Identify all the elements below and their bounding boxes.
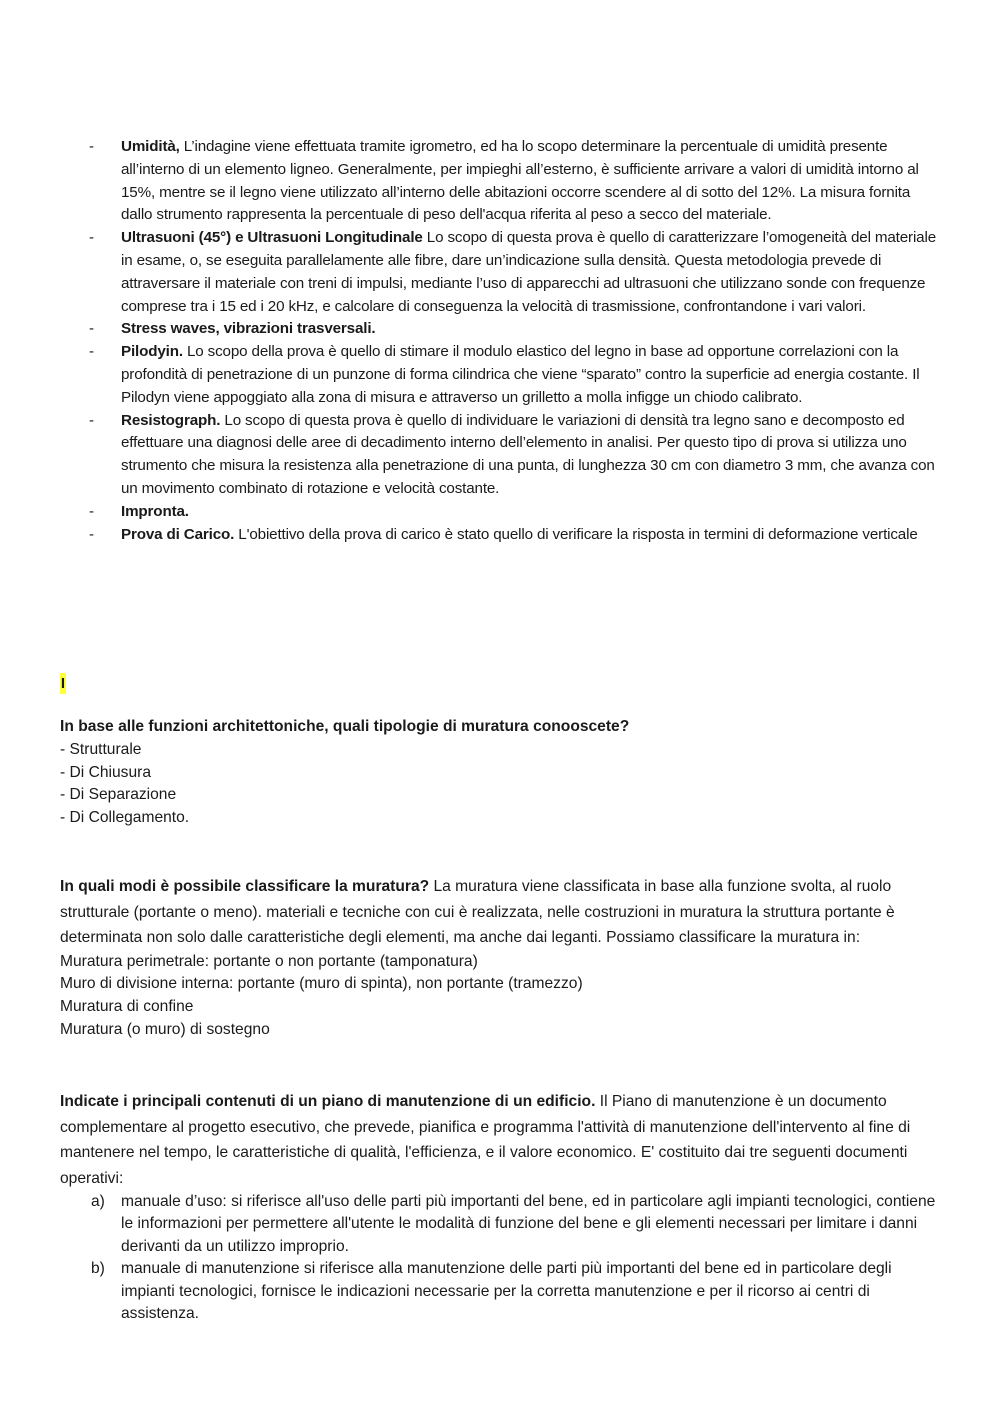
item-text: manuale d’uso: si riferisce all'uso delle parti più importanti del bene, ed in particolare agli impianti tecnologici, contiene le informazioni per permettere all'utente le modalità di funzione del bene e gli elementi necessari per limitare i danni derivanti da un utilizzo improprio.	[121, 1193, 936, 1255]
dash-marker: -	[89, 229, 94, 247]
question-heading: In base alle funzioni architettoniche, quali tipologie di muratura conooscete?	[60, 718, 630, 735]
list-item: - Di Separazione	[60, 786, 177, 804]
section-masonry-types	[60, 716, 945, 830]
dash-marker: -	[89, 343, 94, 361]
item-text: L'obiettivo della prova di carico è stato quello di verificare la risposta in termini di deformazione verticale	[234, 525, 918, 543]
list-item	[60, 1258, 945, 1325]
section-maintenance-plan	[60, 1089, 945, 1325]
list-item: Muratura di confine	[60, 998, 194, 1016]
list-item: Muratura (o muro) di sostegno	[60, 1020, 270, 1038]
list-item: - Di Chiusura	[60, 763, 151, 781]
item-title: Prova di Carico.	[121, 525, 235, 543]
list-item	[60, 501, 940, 524]
item-text: L’indagine viene effettuata tramite igrometro, ed ha lo scopo determinare la percentuale di umidità presente all’interno di un elemento ligneo. Generalmente, per impieghi all’esterno, è sufficiente arrivare a valori di umidità intorno al 15%, mentre se il legno viene utilizzato all’interno delle abitazioni occorre scendere al di sotto del 12%. La misura fornita dallo strumento rappresenta la percentuale di peso dell'acqua riferita al peso a secco del materiale.	[121, 138, 919, 224]
question-heading: Indicate i principali contenuti di un piano di manutenzione di un edificio.	[60, 1093, 596, 1110]
item-title: Resistograph.	[121, 411, 221, 429]
list-item	[60, 524, 940, 547]
answer-text: Il Piano di manutenzione è un documento complementare al progetto esecutivo, che prevede, pianifica e programma l'attività di manutenzione dell'intervento al fine di mantenere nel tempo, le caratteristiche di qualità, l'efficienza, e il valore economico. E' costituito dai tre seguenti documenti operativi:	[60, 1093, 911, 1187]
item-title: Impronta.	[121, 502, 189, 520]
list-item	[60, 1191, 945, 1258]
list-item	[60, 318, 940, 341]
test-method-list	[60, 136, 940, 546]
item-title: Pilodyin.	[121, 343, 183, 361]
item-text: manuale di manutenzione si riferisce alla manutenzione delle parti più importanti del bene ed in particolare degli impianti tecnologici, fornisce le indicazioni necessarie per la corretta manutenzione e per il ricorso ai centri di assistenza.	[121, 1260, 892, 1323]
item-text: Lo scopo della prova è quello di stimare il modulo elastico del legno in base ad opportune correlazioni con la profondità di penetrazione di un punzone di forma cilindrica che viene “sparato” contro la superficie ad energia costante. Il Pilodyn viene appoggiato alla zona di misura e attraverso un grilletto a molla infigge un chiodo calibrato.	[121, 343, 920, 406]
item-title: Umidità,	[121, 138, 180, 155]
dash-marker: -	[89, 525, 94, 543]
list-item: Muratura perimetrale: portante o non portante (tamponatura)	[60, 952, 478, 970]
list-item	[60, 136, 940, 227]
list-item	[60, 341, 940, 409]
paragraph	[60, 874, 945, 951]
question-heading: In quali modi è possibile classificare la muratura?	[60, 878, 430, 895]
dash-marker: -	[89, 320, 94, 338]
list-item: Muro di divisione interna: portante (muro di spinta), non portante (tramezzo)	[60, 975, 583, 993]
dash-marker: -	[89, 411, 94, 429]
dash-marker: -	[89, 138, 94, 155]
list-item: - Di Collegamento.	[60, 809, 190, 827]
list-item	[60, 227, 940, 318]
list-label: a)	[91, 1193, 105, 1210]
paragraph	[60, 1089, 945, 1191]
item-text: Lo scopo di questa prova è quello di caratterizzare l’omogeneità del materiale in esame, o, se eseguita parallelamente alle fibre, dare un’indicazione sulla densità. Questa metodologia prevede di attraversare il materiale con treni di impulsi, mediante l’uso di apparecchi ad ultrasuoni che utilizzano sonde con frequenze comprese tra i 15 ed i 20 kHz, e calcolare di conseguenza la velocità di trasmissione, confrontandone i vari valori.	[121, 229, 936, 315]
highlighted-mark: I	[60, 675, 66, 692]
list-label: b)	[91, 1260, 105, 1278]
list-item	[60, 410, 940, 501]
dash-marker: -	[89, 502, 94, 520]
item-title: Ultrasuoni (45°) e Ultrasuoni Longitudinale	[121, 229, 423, 247]
section-masonry-classification	[60, 874, 945, 1042]
item-title: Stress waves, vibrazioni trasversali.	[121, 320, 376, 338]
item-text: Lo scopo di questa prova è quello di individuare le variazioni di densità tra legno sano e decomposto ed effettuare una diagnosi delle aree di decadimento interno dell’elemento in analisi. Per questo tipo di prova si utilizza uno strumento che misura la resistenza alla penetrazione di una punta, di lunghezza 30 cm con diametro 3 mm, che avanza con un movimento combinato di rotazione e velocità costante.	[121, 411, 935, 497]
list-item: - Strutturale	[60, 740, 142, 758]
answer-text: La muratura viene classificata in base alla funzione svolta, al ruolo strutturale (portante o meno). materiali e tecniche con cui è realizzata, nelle costruzioni in muratura la struttura portante è determinata non solo dalle caratteristiche degli elementi, ma anche dai leganti. Possiamo classificare la muratura in:	[60, 878, 895, 946]
